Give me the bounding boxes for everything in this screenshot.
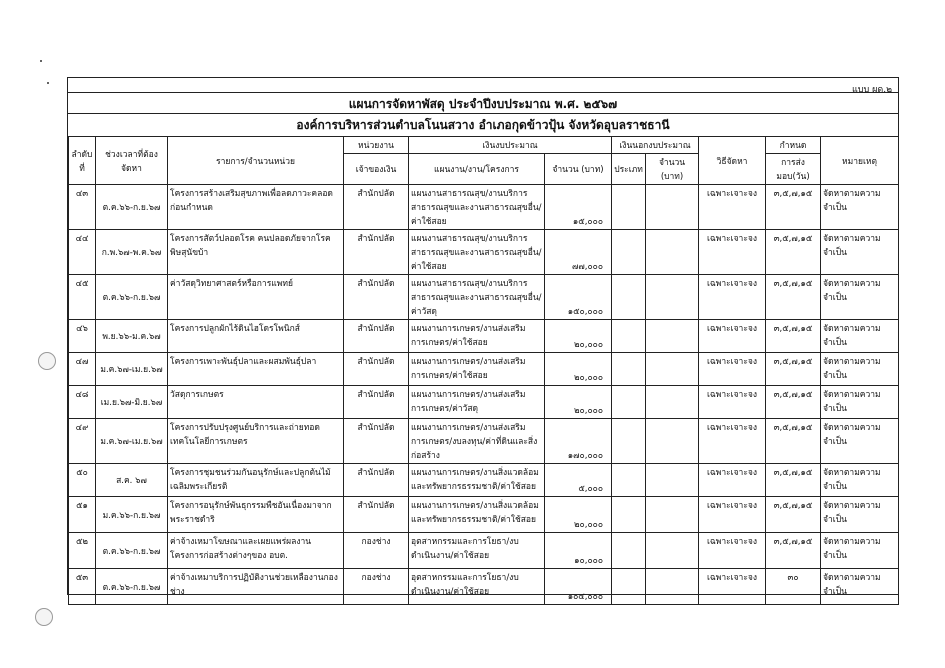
table-row	[69, 353, 899, 386]
row-remark: จัดหาตามความจำเป็น	[821, 230, 899, 275]
row-unit: สำนักปลัด	[344, 320, 409, 353]
row-period: ก.พ.๖๗-พ.ค.๖๗	[96, 230, 168, 275]
row-no: ๔๔	[69, 230, 96, 275]
row-unit: สำนักปลัด	[344, 497, 409, 533]
row-type	[612, 185, 646, 230]
row-type	[612, 386, 646, 419]
row-unit: สำนักปลัด	[344, 464, 409, 497]
row-type	[612, 230, 646, 275]
row-no: ๔๘	[69, 386, 96, 419]
table-row	[69, 386, 899, 419]
form-code: แบบ ผด.๒	[852, 85, 892, 95]
row-method: เฉพาะเจาะจง	[699, 464, 766, 497]
row-off-amount	[646, 353, 699, 386]
row-plan: แผนงานสาธารณสุข/งานบริการสาธารณสุขและงานสาธารณสุขอื่น/ค่าวัสดุ	[409, 275, 545, 320]
row-no: ๔๕	[69, 275, 96, 320]
row-amount: ๑๐,๐๐๐	[545, 533, 612, 569]
row-type	[612, 275, 646, 320]
row-type	[612, 419, 646, 464]
row-plan: แผนงานการเกษตร/งานส่งเสริมการเกษตร/งบลงทุน/ค่าที่ดินและสิ่งก่อสร้าง	[409, 419, 545, 464]
header-off-amount: จำนวน (บาท)	[646, 154, 699, 185]
row-due: ๓,๕,๗,๑๕	[766, 386, 821, 419]
row-no: ๔๖	[69, 320, 96, 353]
row-item: ค่าจ้างเหมาบริการปฏิบัติงานช่วยเหลืองานกองช่าง	[168, 569, 344, 605]
row-item: โครงการสร้างเสริมสุขภาพเพื่อลดภาวะคลอดก่อนกำหนด	[168, 185, 344, 230]
row-off-amount	[646, 185, 699, 230]
row-unit: สำนักปลัด	[344, 230, 409, 275]
row-remark: จัดหาตามความจำเป็น	[821, 386, 899, 419]
row-item: โครงการปรับปรุงศูนย์บริการและถ่ายทอดเทคโนโลยีการเกษตร	[168, 419, 344, 464]
row-due: ๓,๕,๗,๑๕	[766, 185, 821, 230]
row-type	[612, 497, 646, 533]
row-amount: ๒๐,๐๐๐	[545, 386, 612, 419]
row-amount: ๕,๐๐๐	[545, 464, 612, 497]
header-method: วิธีจัดหา	[699, 137, 766, 185]
row-due: ๓,๕,๗,๑๕	[766, 497, 821, 533]
row-remark: จัดหาตามความจำเป็น	[821, 464, 899, 497]
row-due: ๓,๕,๗,๑๕	[766, 464, 821, 497]
row-period: ม.ค.๖๗-เม.ย.๖๗	[96, 419, 168, 464]
punch-hole	[35, 608, 53, 626]
row-amount: ๑๕,๐๐๐	[545, 185, 612, 230]
row-plan: อุตสาหกรรมและการโยธา/งบดำเนินงาน/ค่าใช้สอย	[409, 569, 545, 605]
row-off-amount	[646, 275, 699, 320]
row-off-amount	[646, 320, 699, 353]
row-due: ๓,๕,๗,๑๕	[766, 320, 821, 353]
row-no: ๕๐	[69, 464, 96, 497]
row-plan: อุตสาหกรรมและการโยธา/งบดำเนินงาน/ค่าใช้สอย	[409, 533, 545, 569]
row-type	[612, 569, 646, 605]
row-remark: จัดหาตามความจำเป็น	[821, 419, 899, 464]
row-item: โครงการเพาะพันธุ์ปลาและผสมพันธุ์ปลา	[168, 353, 344, 386]
row-remark: จัดหาตามความจำเป็น	[821, 185, 899, 230]
procurement-table	[68, 136, 899, 605]
row-plan: แผนงานสาธารณสุข/งานบริการสาธารณสุขและงานสาธารณสุขอื่น/ค่าใช้สอย	[409, 185, 545, 230]
row-no: ๕๒	[69, 533, 96, 569]
row-period: เม.ย.๖๗-มิ.ย.๖๗	[96, 386, 168, 419]
row-remark: จัดหาตามความจำเป็น	[821, 533, 899, 569]
row-item: วัสดุการเกษตร	[168, 386, 344, 419]
row-method: เฉพาะเจาะจง	[699, 185, 766, 230]
row-off-amount	[646, 419, 699, 464]
row-unit: สำนักปลัด	[344, 353, 409, 386]
row-plan: แผนงานสาธารณสุข/งานบริการสาธารณสุขและงานสาธารณสุขอื่น/ค่าใช้สอย	[409, 230, 545, 275]
row-off-amount	[646, 386, 699, 419]
row-no: ๔๓	[69, 185, 96, 230]
row-item: ค่าวัสดุวิทยาศาสตร์หรือการแพทย์	[168, 275, 344, 320]
header-unit-b: เจ้าของเงิน	[344, 154, 409, 185]
row-period: ต.ค.๖๖-ก.ย.๖๗	[96, 185, 168, 230]
table-row	[69, 419, 899, 464]
row-no: ๕๓	[69, 569, 96, 605]
row-no: ๔๗	[69, 353, 96, 386]
row-type	[612, 533, 646, 569]
row-method: เฉพาะเจาะจง	[699, 386, 766, 419]
table-row	[69, 533, 899, 569]
row-method: เฉพาะเจาะจง	[699, 230, 766, 275]
row-unit: กองช่าง	[344, 533, 409, 569]
header-no: ลำดับที่	[69, 137, 96, 185]
header-period: ช่วงเวลาที่ต้องจัดหา	[96, 137, 168, 185]
row-unit: สำนักปลัด	[344, 419, 409, 464]
row-amount: ๑๗๐,๐๐๐	[545, 419, 612, 464]
row-period: พ.ย.๖๖-ม.ค.๖๗	[96, 320, 168, 353]
row-item: โครงการสัตว์ปลอดโรค คนปลอดภัยจากโรคพิษสุนัขบ้า	[168, 230, 344, 275]
row-method: เฉพาะเจาะจง	[699, 275, 766, 320]
row-plan: แผนงานการเกษตร/งานส่งเสริมการเกษตร/ค่าใช้สอย	[409, 320, 545, 353]
header-plan: แผนงาน/งาน/โครงการ	[409, 154, 545, 185]
row-unit: สำนักปลัด	[344, 185, 409, 230]
row-off-amount	[646, 497, 699, 533]
row-period: ต.ค.๖๖-ก.ย.๖๗	[96, 569, 168, 605]
document-frame	[67, 77, 899, 602]
row-period: ม.ค.๖๖-ก.ย.๖๗	[96, 497, 168, 533]
row-method: เฉพาะเจาะจง	[699, 353, 766, 386]
row-due: ๓๐	[766, 569, 821, 605]
row-plan: แผนงานการเกษตร/งานส่งเสริมการเกษตร/ค่าใช้สอย	[409, 353, 545, 386]
row-method: เฉพาะเจาะจง	[699, 497, 766, 533]
table-row	[69, 464, 899, 497]
row-period: ต.ค.๖๖-ก.ย.๖๗	[96, 275, 168, 320]
row-off-amount	[646, 464, 699, 497]
scan-speck	[40, 60, 42, 62]
row-item: โครงการอนุรักษ์พันธุกรรมพืชอันเนื่องมาจากพระราชดำริ	[168, 497, 344, 533]
header-type: ประเภท	[612, 154, 646, 185]
row-remark: จัดหาตามความจำเป็น	[821, 569, 899, 605]
row-plan: แผนงานการเกษตร/งานสิ่งแวดล้อมและทรัพยากรธรรมชาติ/ค่าใช้สอย	[409, 497, 545, 533]
header-amount: จำนวน (บาท)	[545, 154, 612, 185]
row-due: ๓,๕,๗,๑๕	[766, 230, 821, 275]
row-method: เฉพาะเจาะจง	[699, 320, 766, 353]
row-unit: สำนักปลัด	[344, 275, 409, 320]
scan-speck	[47, 82, 49, 84]
row-due: ๓,๕,๗,๑๕	[766, 275, 821, 320]
table-row	[69, 320, 899, 353]
header-remark: หมายเหตุ	[821, 137, 899, 185]
row-unit: สำนักปลัด	[344, 386, 409, 419]
row-no: ๕๑	[69, 497, 96, 533]
header-item: รายการ/จำนวนหน่วย	[168, 137, 344, 185]
row-due: ๓,๕,๗,๑๕	[766, 419, 821, 464]
header-unit-a: หน่วยงาน	[344, 137, 409, 154]
row-method: เฉพาะเจาะจง	[699, 569, 766, 605]
table-row	[69, 275, 899, 320]
table-body	[69, 185, 899, 605]
header-budget: เงินงบประมาณ	[409, 137, 612, 154]
row-off-amount	[646, 533, 699, 569]
row-period: ส.ค. ๖๗	[96, 464, 168, 497]
row-plan: แผนงานการเกษตร/งานสิ่งแวดล้อมและทรัพยากรธรรมชาติ/ค่าใช้สอย	[409, 464, 545, 497]
row-remark: จัดหาตามความจำเป็น	[821, 497, 899, 533]
row-amount: ๒๐,๐๐๐	[545, 353, 612, 386]
row-plan: แผนงานการเกษตร/งานส่งเสริมการเกษตร/ค่าวัสดุ	[409, 386, 545, 419]
row-period: ม.ค.๖๗-เม.ย.๖๗	[96, 353, 168, 386]
table-row	[69, 185, 899, 230]
row-method: เฉพาะเจาะจง	[699, 419, 766, 464]
row-item: ค่าจ้างเหมาโฆษณาและเผยแพร่ผลงานโครงการก่อสร้างต่างๆของ อบต.	[168, 533, 344, 569]
row-period: ต.ค.๖๖-ก.ย.๖๗	[96, 533, 168, 569]
row-due: ๓,๕,๗,๑๕	[766, 533, 821, 569]
row-off-amount	[646, 230, 699, 275]
row-amount: ๗๗,๐๐๐	[545, 230, 612, 275]
document-title: แผนการจัดหาพัสดุ ประจำปีงบประมาณ พ.ศ. ๒๕๖๗	[68, 92, 898, 113]
row-item: โครงการปลูกผักไร้ดินไฮโดรโพนิกส์	[168, 320, 344, 353]
row-due: ๓,๕,๗,๑๕	[766, 353, 821, 386]
document-subtitle: องค์การบริหารส่วนตำบลโนนสวาง อำเภอกุดข้าวปุ้น จังหวัดอุบลราชธานี	[68, 113, 898, 134]
row-type	[612, 353, 646, 386]
table-row	[69, 230, 899, 275]
row-type	[612, 320, 646, 353]
row-off-amount	[646, 569, 699, 605]
row-type	[612, 464, 646, 497]
header-due-a: กำหนด	[766, 137, 821, 154]
row-unit: กองช่าง	[344, 569, 409, 605]
header-due-b: การส่งมอบ(วัน)	[766, 154, 821, 185]
row-remark: จัดหาตามความจำเป็น	[821, 353, 899, 386]
row-item: โครงการชุมชนร่วมกันอนุรักษ์และปลูกต้นไม้เฉลิมพระเกียรติ	[168, 464, 344, 497]
row-amount: ๒๐,๐๐๐	[545, 320, 612, 353]
row-amount: ๑๕๐,๐๐๐	[545, 275, 612, 320]
table-row	[69, 497, 899, 533]
punch-hole	[38, 352, 56, 370]
header-offbudget: เงินนอกงบประมาณ	[612, 137, 699, 154]
row-amount: ๑๐๔,๐๐๐	[545, 569, 612, 605]
table-row	[69, 569, 899, 605]
row-amount: ๒๐,๐๐๐	[545, 497, 612, 533]
row-no: ๔๙	[69, 419, 96, 464]
row-method: เฉพาะเจาะจง	[699, 533, 766, 569]
row-remark: จัดหาตามความจำเป็น	[821, 275, 899, 320]
row-remark: จัดหาตามความจำเป็น	[821, 320, 899, 353]
